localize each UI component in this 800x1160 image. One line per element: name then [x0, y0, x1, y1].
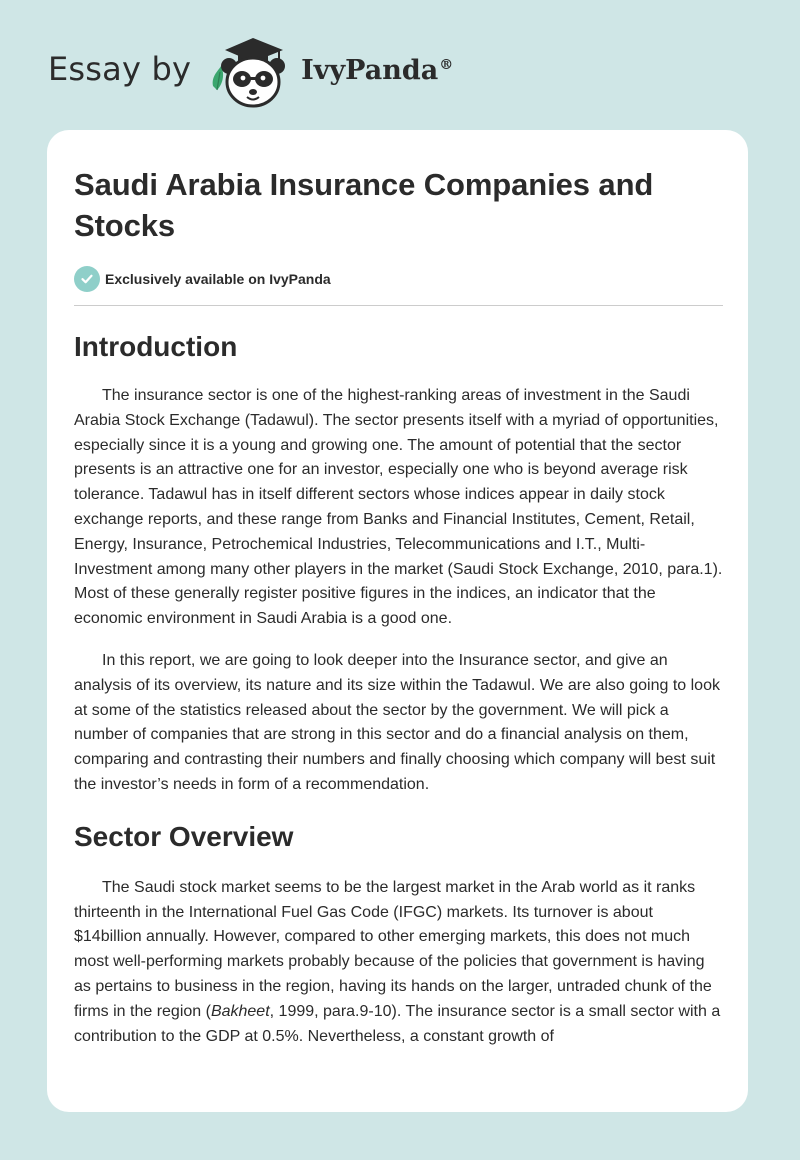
exclusive-badge [74, 266, 723, 292]
article-title: Saudi Arabia Insurance Companies and Stocks [74, 167, 654, 243]
registered-mark: ® [439, 56, 454, 73]
brand-name[interactable] [301, 55, 453, 86]
article-card [47, 130, 748, 1112]
section-heading-sector-overview: Sector Overview [74, 820, 294, 852]
section-heading-introduction: Introduction [74, 331, 238, 362]
paragraph: The insurance sector is one of the highest-ranking areas of investment in the Saudi Arabia Stock Exchange (Tadawul). The sector presents itself with a myriad of opportunities, especially since it is a young and growing one. The amount of potential that the sector presents is an attractive one for an investor, especially one who is beyond average risk tolerance. Tadawul has in itself different sectors whose indices appear in daily stock exchange reports, and these range from Banks and Financial Institutes, Cement, Retail, Energy, Insurance, Petrochemical Industries, Telecommunications and I.T., Multi-Investment among many other players in the market (Saudi Stock Exchange, 2010, para.1). Most of these generally register positive figures in the indices, an indicator that the economic environment in Saudi Arabia is a good one. [74, 387, 723, 628]
citation-author: Bakheet [210, 1002, 270, 1020]
paragraph-text: , 1999, para.9-10). The insurance sector is a small sector with a contribution to the GDP at 0.5%. Nevertheless, a constant growth of [74, 1002, 721, 1045]
paragraph: In this report, we are going to look deeper into the Insurance sector, and give an analysis of its overview, its nature and its size within the Tadawul. We are also going to look at some of the statistics released about the sector by the government. We will pick a number of companies that are strong in this sector and do a financial analysis on them, comparing and contrasting their numbers and finally choosing which company will best suit the investor’s needs in form of a recommendation. [74, 651, 720, 793]
paragraph [74, 876, 723, 1050]
article-content [74, 164, 723, 1049]
panda-logo-icon[interactable] [207, 34, 295, 110]
badge-text: Exclusively available on IvyPanda [105, 271, 331, 287]
paragraph-text: The Saudi stock market seems to be the largest market in the Arab world as it ranks thirteenth in the International Fuel Gas Code (IFGC) markets. Its turnover is about $14billion annually. However, compared to other emerging markets, this does not much most well-performing markets probably because of the policies that government is having as pertains to business in the region, having its hands on the larger, untraded chunk of the firms in the region ( [74, 878, 712, 1020]
essay-by-label: Essay by [48, 50, 192, 88]
check-circle-icon [74, 266, 100, 292]
brand-text: IvyPanda [301, 54, 439, 86]
site-header [48, 34, 453, 110]
divider [74, 305, 723, 306]
